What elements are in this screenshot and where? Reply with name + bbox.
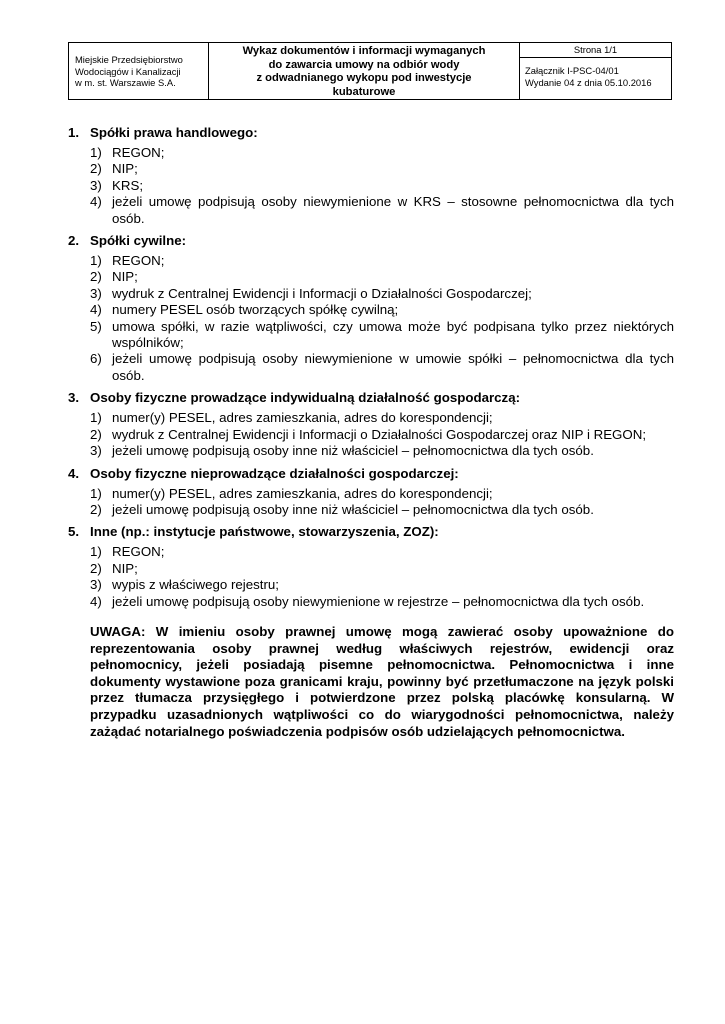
- list-item: [90, 194, 674, 227]
- title-line: do zawarcia umowy na odbiór wody: [268, 58, 460, 71]
- item-text: wydruk z Centralnej Ewidencji i Informacji o Działalności Gospodarczej;: [112, 285, 532, 301]
- section-2: [68, 232, 674, 384]
- list-item: [90, 302, 674, 318]
- section-1: [68, 124, 674, 227]
- item-text: numery PESEL osób tworzących spółkę cywilną;: [112, 302, 399, 318]
- section-4: [68, 465, 674, 519]
- list-item: [90, 561, 674, 577]
- document-body: [68, 124, 674, 740]
- item-number: 5): [90, 318, 102, 334]
- item-text: NIP;: [112, 161, 138, 177]
- item-text: jeżeli umowę podpisują osoby inne niż właściciel – pełnomocnictwa dla tych osób.: [112, 443, 594, 459]
- page-number: Strona 1/1: [520, 43, 671, 58]
- item-number: 1): [90, 253, 102, 269]
- title-line: z odwadnianego wykopu pod inwestycje: [256, 72, 472, 85]
- company-name-cell: [69, 43, 209, 99]
- list-item: [90, 410, 674, 426]
- item-text: jeżeli umowę podpisują osoby niewymienione w umowie spółki – pełnomocnictwa dla tych osób.: [112, 351, 674, 383]
- item-text: REGON;: [112, 253, 165, 269]
- item-number: 4): [90, 194, 102, 210]
- item-text: KRS;: [112, 177, 144, 193]
- item-number: 3): [90, 177, 102, 193]
- attachment-id: Załącznik I-PSC-04/01: [525, 65, 619, 76]
- company-line: Miejskie Przedsiębiorstwo: [75, 54, 183, 65]
- list-item: [90, 178, 674, 194]
- section-number: 1.: [68, 125, 80, 140]
- item-number: 3): [90, 443, 102, 459]
- section-number: 2.: [68, 233, 80, 249]
- item-number: 2): [90, 269, 102, 285]
- item-number: 2): [90, 560, 102, 576]
- section-3: [68, 389, 674, 459]
- item-number: 1): [90, 485, 102, 501]
- item-text: wypis z właściwego rejestru;: [112, 577, 280, 593]
- list-item: [90, 286, 674, 302]
- item-number: 4): [90, 302, 102, 318]
- section-title: Spółki prawa handlowego:: [90, 125, 258, 140]
- list-item: [90, 161, 674, 177]
- item-text: jeżeli umowę podpisują osoby niewymienione w rejestrze – pełnomocnictwa dla tych osób.: [112, 593, 645, 609]
- item-number: 6): [90, 351, 102, 367]
- section-number: 4.: [68, 465, 80, 481]
- list-item: [90, 145, 674, 161]
- item-text: REGON;: [112, 145, 165, 160]
- item-text: numer(y) PESEL, adres zamieszkania, adres do korespondencji;: [112, 410, 493, 426]
- item-text: jeżeli umowę podpisują osoby niewymienione w KRS – stosowne pełnomocnictwa dla tych osób.: [112, 194, 674, 226]
- list-item: [90, 443, 674, 459]
- section-number: 3.: [68, 390, 80, 406]
- edition-info: Wydanie 04 z dnia 05.10.2016: [525, 77, 652, 88]
- section-title: Osoby fizyczne nieprowadzące działalności gospodarczej:: [90, 465, 459, 481]
- item-text: NIP;: [112, 269, 138, 285]
- warning-note: UWAGA: W imieniu osoby prawnej umowę mogą zawierać osoby upoważnione do reprezentowania osoby prawnej według właściwych rejestrów, ewidencji oraz pełnomocnicy, jeżeli posiadają pisemne pełnomocnictwa. Pełnomocnictwa i inne dokumenty wystawione poza granicami kraju, powinny być przetłumaczone na język polski przez tłumacza przysięgłego i potwierdzone przez polską placówkę konsularną. W przypadku uzasadnionych wątpliwości co do wiarygodności pełnomocnictwa, należy zażądać notarialnego poświadczenia podpisów osób udzielających pełnomocnictwa.: [90, 623, 674, 739]
- list-item: [90, 594, 674, 610]
- section-number: 5.: [68, 524, 80, 540]
- item-number: 4): [90, 593, 102, 609]
- item-number: 2): [90, 161, 102, 177]
- list-item: [90, 253, 674, 269]
- title-line: Wykaz dokumentów i informacji wymaganych: [242, 45, 486, 57]
- section-title: Inne (np.: instytucje państwowe, stowarzyszenia, ZOZ):: [90, 524, 439, 540]
- list-item: [90, 319, 674, 352]
- item-text: umowa spółki, w razie wątpliwości, czy umowa może być podpisana tylko przez niektórych wspólników;: [112, 318, 674, 351]
- item-number: 3): [90, 285, 102, 301]
- document-header: [68, 42, 672, 100]
- section-title: Osoby fizyczne prowadzące indywidualną działalność gospodarczą:: [90, 390, 521, 406]
- document-info-cell: [520, 43, 671, 99]
- document-title-cell: [209, 43, 520, 99]
- list-item: [90, 544, 674, 560]
- item-text: REGON;: [112, 544, 165, 560]
- section-title: Spółki cywilne:: [90, 233, 187, 249]
- item-number: 2): [90, 501, 102, 517]
- item-text: numer(y) PESEL, adres zamieszkania, adres do korespondencji;: [112, 485, 493, 501]
- item-number: 1): [90, 544, 102, 560]
- list-item: [90, 577, 674, 593]
- list-item: [90, 502, 674, 518]
- title-line: kubaturowe: [332, 85, 396, 98]
- item-number: 1): [90, 145, 102, 160]
- item-number: 2): [90, 426, 102, 442]
- item-number: 1): [90, 410, 102, 426]
- item-text: wydruk z Centralnej Ewidencji i Informacji o Działalności Gospodarczej oraz NIP i REGON;: [112, 426, 647, 442]
- list-item: [90, 351, 674, 384]
- item-text: NIP;: [112, 560, 138, 576]
- item-number: 3): [90, 577, 102, 593]
- list-item: [90, 269, 674, 285]
- section-5: [68, 523, 674, 610]
- company-line: Wodociągów i Kanalizacji: [75, 65, 181, 77]
- item-text: jeżeli umowę podpisują osoby inne niż właściciel – pełnomocnictwa dla tych osób.: [112, 501, 594, 517]
- company-line: w m. st. Warszawie S.A.: [75, 77, 176, 88]
- list-item: [90, 486, 674, 502]
- list-item: [90, 427, 674, 443]
